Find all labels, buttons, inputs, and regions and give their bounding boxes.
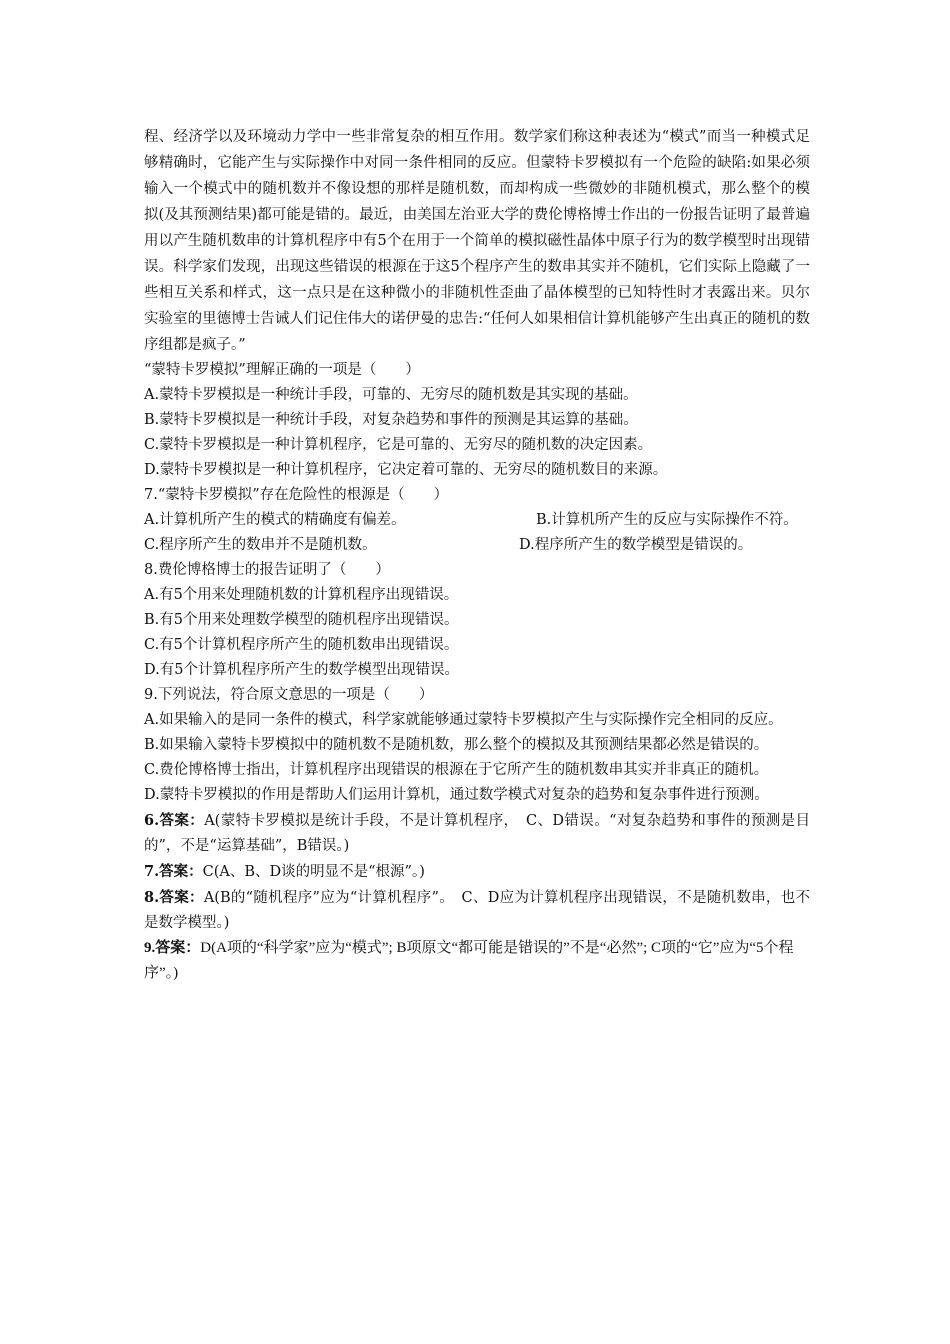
answer-9-text: D(A项的“科学家”应为“模式”; B项原文“都可能是错误的”不是“必然”; C项的“它”应为“5个程序”。) — [144, 940, 794, 981]
question-7-option-d: D.程序所产生的数学模型是错误的。 — [519, 537, 753, 553]
question-7-options-ab — [144, 508, 810, 533]
question-7-option-a: A.计算机所产生的模式的精确度有偏差。 — [144, 512, 406, 528]
question-6 — [144, 358, 810, 483]
answer-8-label: 答案： — [159, 889, 204, 906]
question-7-options-cd — [144, 533, 810, 558]
answer-section — [144, 808, 810, 986]
question-7-option-c: C.程序所产生的数串并不是随机数。 — [144, 537, 377, 553]
question-8-option-a: A.有5个用来处理随机数的计算机程序出现错误。 — [144, 587, 459, 603]
answer-6 — [144, 808, 810, 859]
question-9-option-a: A.如果输入的是同一条件的模式，科学家就能够通过蒙特卡罗模拟产生与实际操作完全相同的反应。 — [144, 712, 783, 728]
question-9 — [144, 683, 810, 808]
question-7-option-b: B.计算机所产生的反应与实际操作不符。 — [536, 512, 798, 528]
answer-8 — [144, 885, 810, 936]
question-8-option-b: B.有5个用来处理数学模型的随机程序出现错误。 — [144, 612, 459, 628]
answer-6-label: 答案： — [159, 812, 205, 829]
answer-6-number: 6. — [144, 812, 160, 829]
answer-6-text: A(蒙特卡罗模拟是统计手段，不是计算机程序， C、D错误。“对复杂趋势和事件的预测是目的”，不是“运算基础”，B错误。) — [144, 813, 810, 854]
answer-8-text: A(B的“随机程序”应为“计算机程序”。 C、D应为计算机程序出现错误，不是随机数串，也不是数学模型。) — [144, 890, 810, 931]
question-8-option-d: D.有5个计算机程序所产生的数学模型出现错误。 — [144, 662, 459, 678]
question-8 — [144, 558, 810, 683]
question-9-stem: 9.下列说法，符合原文意思的一项是（ ） — [144, 687, 434, 703]
document-page — [144, 124, 810, 986]
question-6-option-b: B.蒙特卡罗模拟是一种统计手段，对复杂趋势和事件的预测是其运算的基础。 — [144, 412, 638, 428]
answer-7-label: 答案： — [159, 863, 203, 880]
passage-text: 程、经济学以及环境动力学中一些非常复杂的相互作用。数学家们称这种表述为“模式”而当一种模式足够精确时，它能产生与实际操作中对同一条件相同的反应。但蒙特卡罗模拟有一个危险的缺陷:如果必须输入一个模式中的随机数并不像设想的那样是随机数，而却构成一些微妙的非随机模式，那么整个的模拟(及其预测结果)都可能是错的。最近，由美国左治亚大学的费伦博格博士作出的一份报告证明了最普遍用以产生随机数串的计算机程序中有5个在用于一个简单的模拟磁性晶体中原子行为的数学模型时出现错误。科学家们发现，出现这些错误的根源在于这5个程序产生的数串其实并不随机，它们实际上隐藏了一些相互关系和样式，这一点只是在这种微小的非随机性歪曲了晶体模型的已知特性时才表露出来。贝尔实验室的里德博士告诫人们记住伟大的诺伊曼的忠告:“任何人如果相信计算机能够产生出真正的随机的数序组都是疯子。” — [144, 129, 810, 353]
answer-7 — [144, 859, 810, 885]
question-9-option-b: B.如果输入蒙特卡罗模拟中的随机数不是随机数，那么整个的模拟及其预测结果都必然是错误的。 — [144, 737, 769, 753]
question-8-stem: 8.费伦博格博士的报告证明了（ ） — [144, 562, 390, 578]
answer-8-number: 8. — [144, 889, 160, 906]
question-6-stem: “蒙特卡罗模拟”理解正确的一项是（ ） — [144, 362, 420, 378]
question-7 — [144, 483, 810, 558]
question-6-option-a: A.蒙特卡罗模拟是一种统计手段，可靠的、无穷尽的随机数是其实现的基础。 — [144, 387, 638, 403]
answer-7-text: C(A、B、D谈的明显不是“根源”。) — [202, 864, 425, 880]
question-6-option-d: D.蒙特卡罗模拟是一种计算机程序，它决定着可靠的、无穷尽的随机数目的来源。 — [144, 462, 668, 478]
answer-7-number: 7. — [144, 863, 160, 880]
answer-9-number: 9. — [144, 940, 156, 956]
question-8-option-c: C.有5个计算机程序所产生的随机数串出现错误。 — [144, 637, 459, 653]
answer-9 — [144, 936, 810, 986]
question-9-option-c: C.费伦博格博士指出，计算机程序出现错误的根源在于它所产生的随机数串其实并非真正的随机。 — [144, 762, 769, 778]
question-9-option-d: D.蒙特卡罗模拟的作用是帮助人们运用计算机，通过数学模式对复杂的趋势和复杂事件进行预测。 — [144, 787, 769, 803]
question-6-option-c: C.蒙特卡罗模拟是一种计算机程序，它是可靠的、无穷尽的随机数的决定因素。 — [144, 437, 653, 453]
question-7-stem: 7.“蒙特卡罗模拟”存在危险性的根源是（ ） — [144, 487, 449, 503]
answer-9-label: 答案： — [155, 940, 201, 956]
